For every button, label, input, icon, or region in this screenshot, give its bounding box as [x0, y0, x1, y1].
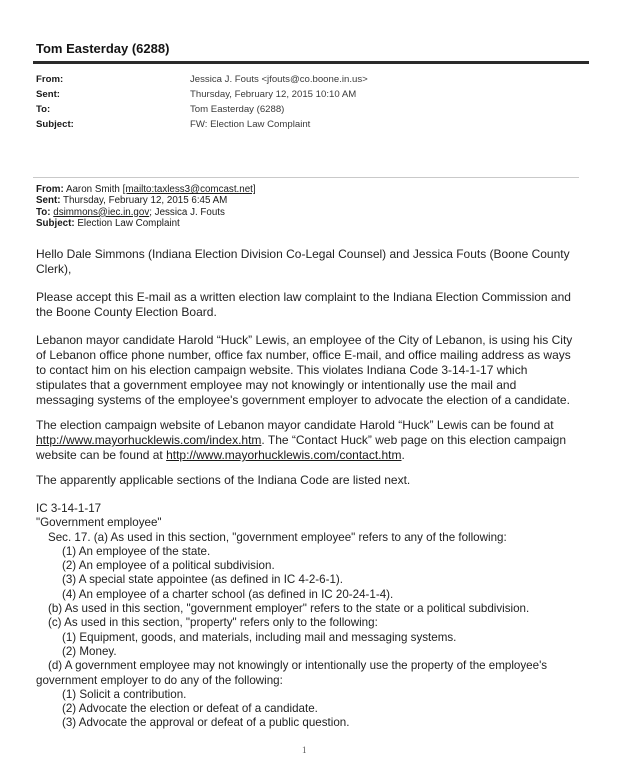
- text-line: Please accept this E-mail as a written election law complaint to the Indiana Election Commission and: [36, 290, 571, 304]
- text-line: [36, 433, 592, 448]
- code-line: (2) Money.: [62, 644, 117, 658]
- complaint-intro-paragraph: [36, 290, 592, 320]
- code-line: (2) An employee of a political subdivision.: [62, 559, 275, 573]
- fwd-from-label: From:: [36, 184, 64, 195]
- fwd-from-line: [36, 184, 256, 195]
- code-line: (3) Advocate the approval or defeat of a public question.: [62, 716, 350, 730]
- text-line: Lebanon mayor candidate Harold “Huck” Lewis, an employee of the City of Lebanon, is using his City: [36, 333, 573, 347]
- header-row-sent: [36, 87, 596, 102]
- text-fragment: website can be found at: [36, 448, 167, 462]
- header-divider: [33, 61, 589, 64]
- code-citation: IC 3-14-1-17: [36, 502, 102, 515]
- header-value: Tom Easterday (6288): [190, 104, 285, 115]
- fwd-from-mailto-link[interactable]: [mailto:taxless3@comcast.net]: [122, 184, 256, 195]
- text-fragment: .: [401, 448, 405, 462]
- fwd-from-name: Aaron Smith: [65, 184, 120, 195]
- code-line: (1) Equipment, goods, and materials, including mail and messaging systems.: [62, 630, 457, 644]
- text-line: stipulates that a government employee may not knowingly or intentionally use the mail and: [36, 378, 517, 392]
- fwd-to-email-link[interactable]: dsimmons@iec.in.gov: [53, 206, 150, 218]
- fwd-subject-value: Election Law Complaint: [77, 217, 180, 229]
- text-line: to contact him on his election campaign website. This violates Indiana Code 3-14-1-17 which: [36, 363, 528, 377]
- text-line: Clerk),: [36, 262, 72, 276]
- text-line: messaging systems of the employee's government employer to advocate the election of a candidate.: [36, 393, 570, 407]
- code-line: (b) As used in this section, "government employer" refers to the state or a political subdivision.: [48, 602, 530, 616]
- fwd-sent-label: Sent:: [36, 195, 61, 207]
- fwd-to-label: To:: [36, 206, 51, 218]
- website-paragraph: [36, 418, 592, 463]
- code-lines: [36, 531, 596, 731]
- code-line: (1) Solicit a contribution.: [62, 687, 187, 701]
- code-line: Sec. 17. (a) As used in this section, "government employee" refers to any of the following:: [48, 530, 507, 544]
- text-line: Hello Dale Simmons (Indiana Election Division Co-Legal Counsel) and Jessica Fouts (Boone County: [36, 247, 570, 261]
- header-row-to: [36, 102, 596, 117]
- text-fragment: . The “Contact Huck” web page on this election campaign: [261, 433, 567, 447]
- header-value: Thursday, February 12, 2015 10:10 AM: [190, 89, 357, 100]
- code-title: "Government employee": [36, 516, 162, 530]
- forward-divider: [33, 177, 579, 178]
- code-intro-paragraph: [36, 473, 592, 488]
- indiana-code-section: [36, 502, 596, 731]
- website-index-link[interactable]: http://www.mayorhucklewis.com/index.htm: [36, 433, 262, 447]
- text-line: The apparently applicable sections of the Indiana Code are listed next.: [36, 473, 411, 487]
- fwd-sent-line: [36, 195, 256, 206]
- code-line: (d) A government employee may not knowingly or intentionally use the property of the employee's: [48, 659, 548, 673]
- fwd-to-rest: ; Jessica J. Fouts: [149, 206, 225, 218]
- code-line: (4) An employee of a charter school (as defined in IC 20-24-1-4).: [62, 587, 394, 601]
- code-line: (c) As used in this section, "property" refers only to the following:: [48, 616, 378, 630]
- fwd-to-line: [36, 207, 256, 218]
- forwarded-header: [36, 184, 256, 229]
- header-row-from: [36, 72, 596, 87]
- header-label: Sent:: [36, 89, 60, 100]
- header-label: Subject:: [36, 119, 74, 130]
- code-line: (1) An employee of the state.: [62, 544, 211, 558]
- code-line: (3) A special state appointee (as defined in IC 4-2-6-1).: [62, 573, 343, 587]
- code-line: (2) Advocate the election or defeat of a candidate.: [62, 702, 318, 716]
- fwd-sent-value: Thursday, February 12, 2015 6:45 AM: [63, 195, 228, 207]
- header-label: To:: [36, 104, 51, 115]
- text-line: the Boone County Election Board.: [36, 305, 217, 319]
- fwd-subject-label: Subject:: [36, 217, 75, 229]
- text-line: [36, 448, 592, 463]
- printed-by-name: Tom Easterday (6288): [36, 41, 170, 56]
- violation-paragraph: [36, 333, 592, 408]
- email-header: [36, 72, 596, 132]
- header-value: FW: Election Law Complaint: [190, 119, 311, 130]
- text-line: The election campaign website of Lebanon mayor candidate Harold “Huck” Lewis can be found at: [36, 418, 554, 432]
- header-value: Jessica J. Fouts <jfouts@co.boone.in.us>: [190, 74, 368, 85]
- page-number: 1: [302, 745, 307, 755]
- fwd-subject-line: [36, 218, 256, 229]
- code-line: government employer to do any of the following:: [36, 673, 283, 687]
- header-label: From:: [36, 74, 64, 85]
- header-row-subject: [36, 117, 596, 132]
- text-line: of Lebanon office phone number, office fax number, office E-mail, and office mailing address as ways: [36, 348, 571, 362]
- website-contact-link[interactable]: http://www.mayorhucklewis.com/contact.htm: [166, 448, 402, 462]
- greeting-paragraph: [36, 247, 592, 277]
